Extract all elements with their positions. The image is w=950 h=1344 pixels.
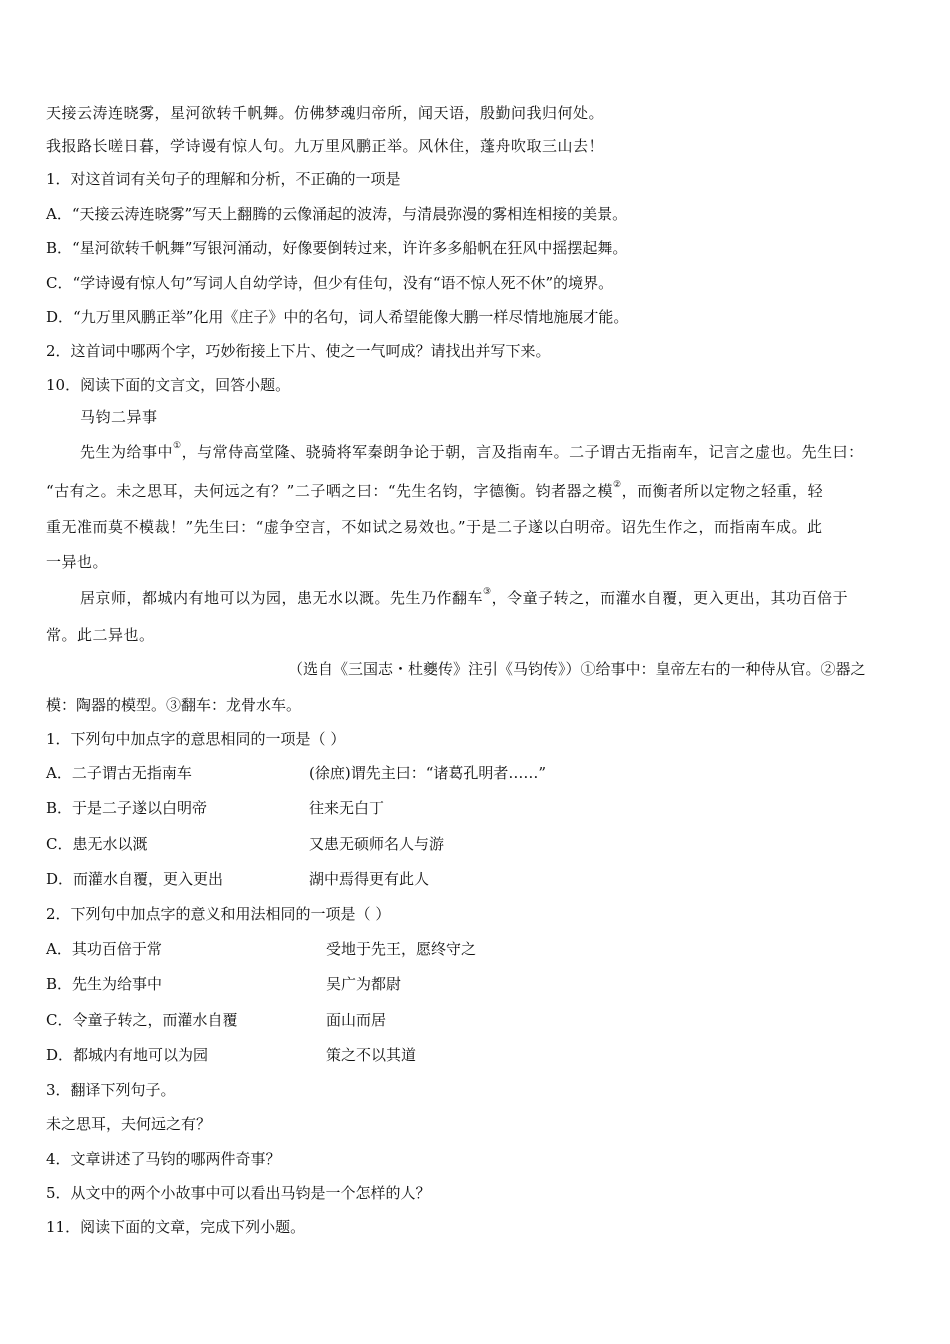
subquestion-2-option-b-compare: 吴广为都尉 xyxy=(326,975,402,993)
question-11-intro: 11．阅读下面的文章，完成下列小题。 xyxy=(46,1218,306,1236)
subquestion-3-sentence: 未之思耳，夫何远之有？ xyxy=(46,1115,212,1133)
subquestion-2-option-b: B．先生为给事中 xyxy=(46,975,163,993)
subquestion-1-option-a: A．二子谓古无指南车 xyxy=(46,764,192,782)
subquestion-4: 4．文章讲述了马钧的哪两件奇事？ xyxy=(46,1150,281,1168)
subquestion-2: 2．下列句中加点字的意义和用法相同的一项是（ ） xyxy=(46,905,391,923)
subquestion-2-option-a-compare: 受地于先王，愿终守之 xyxy=(326,940,477,958)
option-9-1-d: D．“九万里风鹏正举”化用《庄子》中的名句，词人希望能像大鹏一样尽情地施展才能。 xyxy=(46,308,629,326)
footnote-marker-1: ① xyxy=(173,441,182,451)
option-9-1-b: B．“星河欲转千帆舞”写银河涌动，好像要倒转过来，许许多多船帆在狂风中摇摆起舞。 xyxy=(46,239,628,257)
subquestion-2-option-c-compare: 面山而居 xyxy=(326,1011,387,1029)
subquestion-1-option-c-compare: 又患无硕师名人与游 xyxy=(309,835,445,853)
subquestion-2-option-a: A．其功百倍于常 xyxy=(46,940,162,958)
footnote-marker-2: ② xyxy=(613,480,622,490)
question-10-intro: 10．阅读下面的文言文，回答小题。 xyxy=(46,376,291,394)
subquestion-2-option-c: C．令童子转之，而灌水自覆 xyxy=(46,1011,238,1029)
option-9-1-c: C．“学诗谩有惊人句”写词人自幼学诗，但少有佳句，没有“语不惊人死不休”的境界。 xyxy=(46,274,614,292)
subquestion-2-option-d-compare: 策之不以其道 xyxy=(326,1046,417,1064)
passage-p1-line1: 先生为给事中①，与常侍高堂隆、骁骑将军秦朗争论于朝，言及指南车。二子谓古无指南车，记言之虚也。先生曰： xyxy=(80,441,864,461)
passage-source: （选自《三国志・杜夔传》注引《马钧传》）①给事中：皇帝左右的一种侍从官。②器之 xyxy=(288,660,866,678)
subquestion-5: 5．从文中的两个小故事中可以看出马钧是一个怎样的人？ xyxy=(46,1184,431,1202)
subquestion-1-option-b: B．于是二子遂以白明帝 xyxy=(46,799,208,817)
subquestion-1-option-c: C．患无水以溉 xyxy=(46,835,148,853)
passage-p2-line1: 居京师，都城内有地可以为园，患无水以溉。先生乃作翻车③，令童子转之，而灌水自覆，更入更出，其功百倍于 xyxy=(80,587,849,607)
passage-title: 马钧二异事 xyxy=(80,408,158,426)
passage-p1-line3: 重无准而莫不模裁！”先生曰：“虚争空言，不如试之易效也。”于是二子遂以白明帝。诏先生作之，而指南车成。此 xyxy=(46,518,823,536)
passage-notes: 模：陶器的模型。③翻车：龙骨水车。 xyxy=(46,696,302,714)
subquestion-3: 3．翻译下列句子。 xyxy=(46,1081,176,1099)
subquestion-1-option-a-compare: (徐庶)谓先主曰：“诸葛孔明者……” xyxy=(309,764,547,782)
footnote-marker-3: ③ xyxy=(483,587,492,597)
subquestion-2-option-d: D．都城内有地可以为园 xyxy=(46,1046,209,1064)
poem-line-1: 天接云涛连晓雾，星河欲转千帆舞。仿佛梦魂归帝所，闻天语，殷勤问我归何处。 xyxy=(46,104,605,122)
passage-p1-line4: 一异也。 xyxy=(46,553,109,571)
question-9-2: 2．这首词中哪两个字，巧妙衔接上下片、使之一气呵成？请找出并写下来。 xyxy=(46,342,551,360)
passage-p2-line2: 常。此二异也。 xyxy=(46,626,155,644)
subquestion-1-option-d: D．而灌水自覆，更入更出 xyxy=(46,870,224,888)
question-9-1: 1．对这首词有关句子的理解和分析，不正确的一项是 xyxy=(46,170,401,188)
passage-p1-line2: “古有之。未之思耳，夫何远之有？”二子哂之曰：“先生名钧，字德衡。钧者器之模②，而衡者所以定物之轻重，轻 xyxy=(46,480,824,500)
poem-line-2: 我报路长嗟日暮，学诗谩有惊人句。九万里风鹏正举。风休住，蓬舟吹取三山去！ xyxy=(46,137,605,155)
option-9-1-a: A．“天接云涛连晓雾”写天上翻腾的云像涌起的波涛，与清晨弥漫的雾相连相接的美景。 xyxy=(46,205,628,223)
subquestion-1-option-d-compare: 湖中焉得更有此人 xyxy=(309,870,430,888)
subquestion-1-option-b-compare: 往来无白丁 xyxy=(309,799,385,817)
subquestion-1: 1．下列句中加点字的意思相同的一项是（ ） xyxy=(46,730,346,748)
